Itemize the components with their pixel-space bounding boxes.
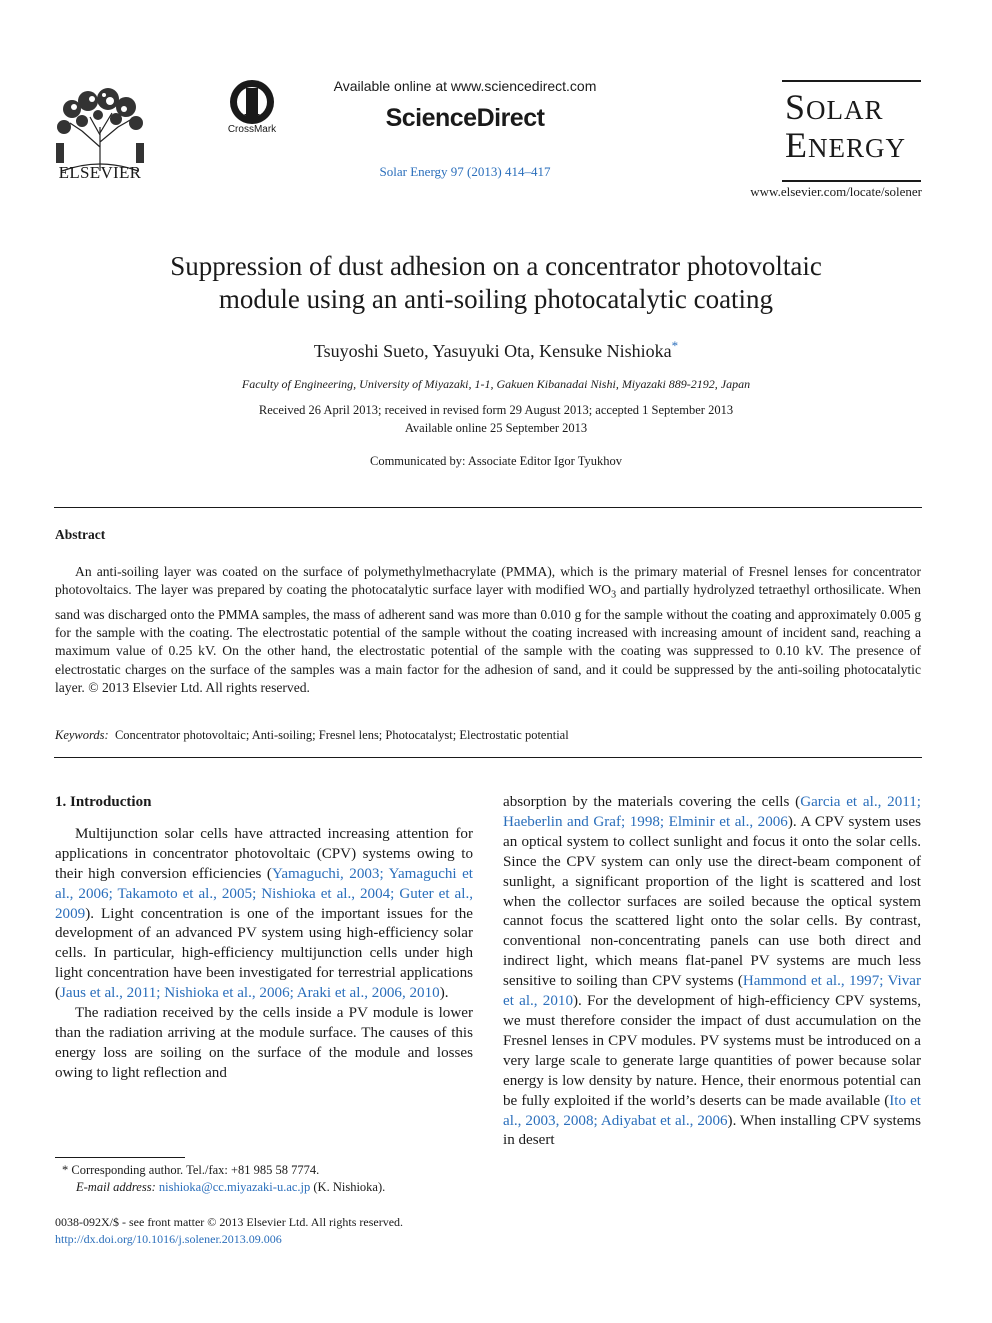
intro-paragraph-1	[55, 825, 473, 1004]
journal-logo-line1	[785, 88, 919, 129]
email-label: E-mail address:	[76, 1180, 156, 1194]
affiliation: Faculty of Engineering, University of Miyazaki, 1-1, Gakuen Kibanadai Nishi, Miyazaki 889-2192, Japan	[241, 377, 751, 391]
doi-link[interactable]: http://dx.doi.org/10.1016/j.solener.2013.09.006	[55, 1232, 282, 1246]
article-history-dates: Received 26 April 2013; received in revised form 29 August 2013; accepted 1 September 2013	[258, 403, 734, 417]
abstract-text-part2: and partially hydrolyzed tetraethyl orthosilicate. When sand was discharged onto the PMMA samples, the mass of adherent sand was more than 0.010 g for the sample without the coating and approximately 0.005 g for the sample with the coating. The electrostatic potential of the sample without the coating increased with increasing amount of incident sand, reaching a maximum value of 0.25 kV. On the other hand, the electrostatic potential of the sample with the coating was suppressed to 0.10 kV. The presence of electrostatic charges on the surface of the samples was a main factor for the adhesion of sand, and it could be suppressed by the anti-soiling photocatalytic layer. © 2013 Elsevier Ltd. All rights reserved.	[55, 582, 921, 696]
intro-paragraph-2: The radiation received by the cells inside a PV module is lower than the radiation arriving at the module surface. The causes of this energy loss are soiling on the surface of the module and losses owing to light reflection and	[55, 1005, 473, 1081]
available-online-date: Available online 25 September 2013	[404, 421, 588, 435]
email-link[interactable]: nishioka@cc.miyazaki-u.ac.jp	[158, 1180, 311, 1194]
body-column-left	[55, 793, 473, 1084]
divider-top	[54, 507, 922, 508]
article-title-line1: Suppression of dust adhesion on a concentrator photovoltaic	[170, 251, 822, 281]
journal-logo-initial-e: E	[785, 125, 808, 165]
author-names: Tsuyoshi Sueto, Yasuyuki Ota, Kensuke Nishioka	[313, 341, 672, 361]
crossmark-label[interactable]: CrossMark	[227, 124, 277, 135]
footnote-divider	[55, 1157, 185, 1158]
section-heading-introduction: 1. Introduction	[55, 794, 152, 810]
article-title-line2: module using an anti-soiling photocatalytic coating	[218, 284, 774, 314]
para2-text-b: ). A CPV system uses an optical system to collect sunlight and focus it onto the solar cells. Since the CPV system can only use the direct-beam component of sunlight, a significant proportion of the light is scattered and lost when the collector surfaces are soiled because the optical system cannot focus the scattered light onto the solar cells. By contrast, conventional non-concentrating panels can use both direct and indirect light, which means flat-panel PV systems are much less sensitive to soiling than CPV systems (	[503, 813, 921, 990]
abstract-subscript: 3	[611, 590, 617, 602]
journal-logo-rest-nergy: NERGY	[808, 133, 906, 163]
para2-text-c: ). For the development of high-efficiency CPV systems, we must therefore consider the impact of dust accumulation on the Fresnel lenses in CPV modules. PV systems must be introduced on a very large scale to generate large quantities of power because solar energy is low density by nature. Hence, their enormous potential can be fully exploited if the world’s deserts can be made available (	[503, 993, 921, 1109]
article-title	[60, 250, 932, 316]
para1-text-b: ). Light concentration is one of the important issues for the development of an advanced PV system using high-efficiency solar cells. In particular, high-efficiency multijunction cells under high light concentration have been investigated for terrestrial applications (	[55, 905, 473, 1002]
citation-link[interactable]: Hammond et al., 1997; Vivar et al., 2010	[503, 973, 922, 1010]
citation-link[interactable]: Jaus et al., 2011; Nishioka et al., 2006; Araki et al., 2006, 2010	[60, 985, 440, 1002]
journal-logo-initial-s: S	[785, 87, 807, 127]
journal-logo-line2	[785, 126, 919, 167]
issn-copyright-line: 0038-092X/$ - see front matter © 2013 Elsevier Ltd. All rights reserved.	[55, 1215, 404, 1229]
para2-text-a: absorption by the materials covering the cells (	[503, 794, 801, 810]
abstract-heading: Abstract	[55, 527, 106, 542]
citation-link[interactable]: Yamaguchi, 2003; Yamaguchi et al., 2006; Takamoto et al., 2005; Nishioka et al., 2004; Guter et al., 2009	[55, 865, 473, 922]
body-column-right	[503, 793, 921, 1151]
journal-reference-link[interactable]: Solar Energy 97 (2013) 414–417	[379, 164, 551, 179]
available-online-text: Available online at www.sciencedirect.com	[333, 78, 597, 94]
sciencedirect-logo-text: ScienceDirect	[385, 104, 545, 132]
corresponding-author-footnote: * Corresponding author. Tel./fax: +81 985 58 7774.	[62, 1163, 320, 1177]
journal-logo-rest-olar: OLAR	[806, 95, 884, 125]
email-suffix: (K. Nishioka).	[310, 1180, 386, 1194]
journal-homepage-url[interactable]: www.elsevier.com/locate/solener	[750, 184, 922, 199]
keywords-label: Keywords:	[55, 728, 109, 742]
abstract-text	[55, 563, 921, 698]
publisher-name: ELSEVIER	[58, 163, 142, 182]
corresponding-author-mark[interactable]: *	[671, 338, 679, 353]
keywords-list: Concentrator photovoltaic; Anti-soiling; Fresnel lens; Photocatalyst; Electrostatic potential	[114, 728, 569, 742]
divider-bottom	[54, 757, 922, 758]
communicated-by: Communicated by: Associate Editor Igor Tyukhov	[370, 454, 622, 468]
abstract-text-part1: An anti-soiling layer was coated on the surface of polymethylmethacrylate (PMMA), which is the primary material of Fresnel lenses for concentrator photovoltaics. The layer was prepared by coating the photocatalytic surface layer with modified WO	[55, 564, 921, 598]
intro-paragraph-2-continued	[503, 793, 921, 1151]
citation-link[interactable]: Ito et al., 2003, 2008; Adiyabat et al., 2006	[503, 1092, 921, 1129]
para1-text-c: ).	[439, 985, 449, 1002]
citation-link[interactable]: Garcia et al., 2011; Haeberlin and Graf; 1998; Elminir et al., 2006	[503, 794, 921, 830]
keywords	[55, 728, 921, 743]
para2-text-d: ). When installing CPV systems in desert	[503, 1112, 922, 1149]
para1-text-a: Multijunction solar cells have attracted increasing attention for applications in concentrator photovoltaic (CPV) systems owing to their high conversion efficiencies (	[55, 825, 473, 882]
author-list	[60, 338, 932, 362]
email-footnote	[76, 1179, 496, 1196]
